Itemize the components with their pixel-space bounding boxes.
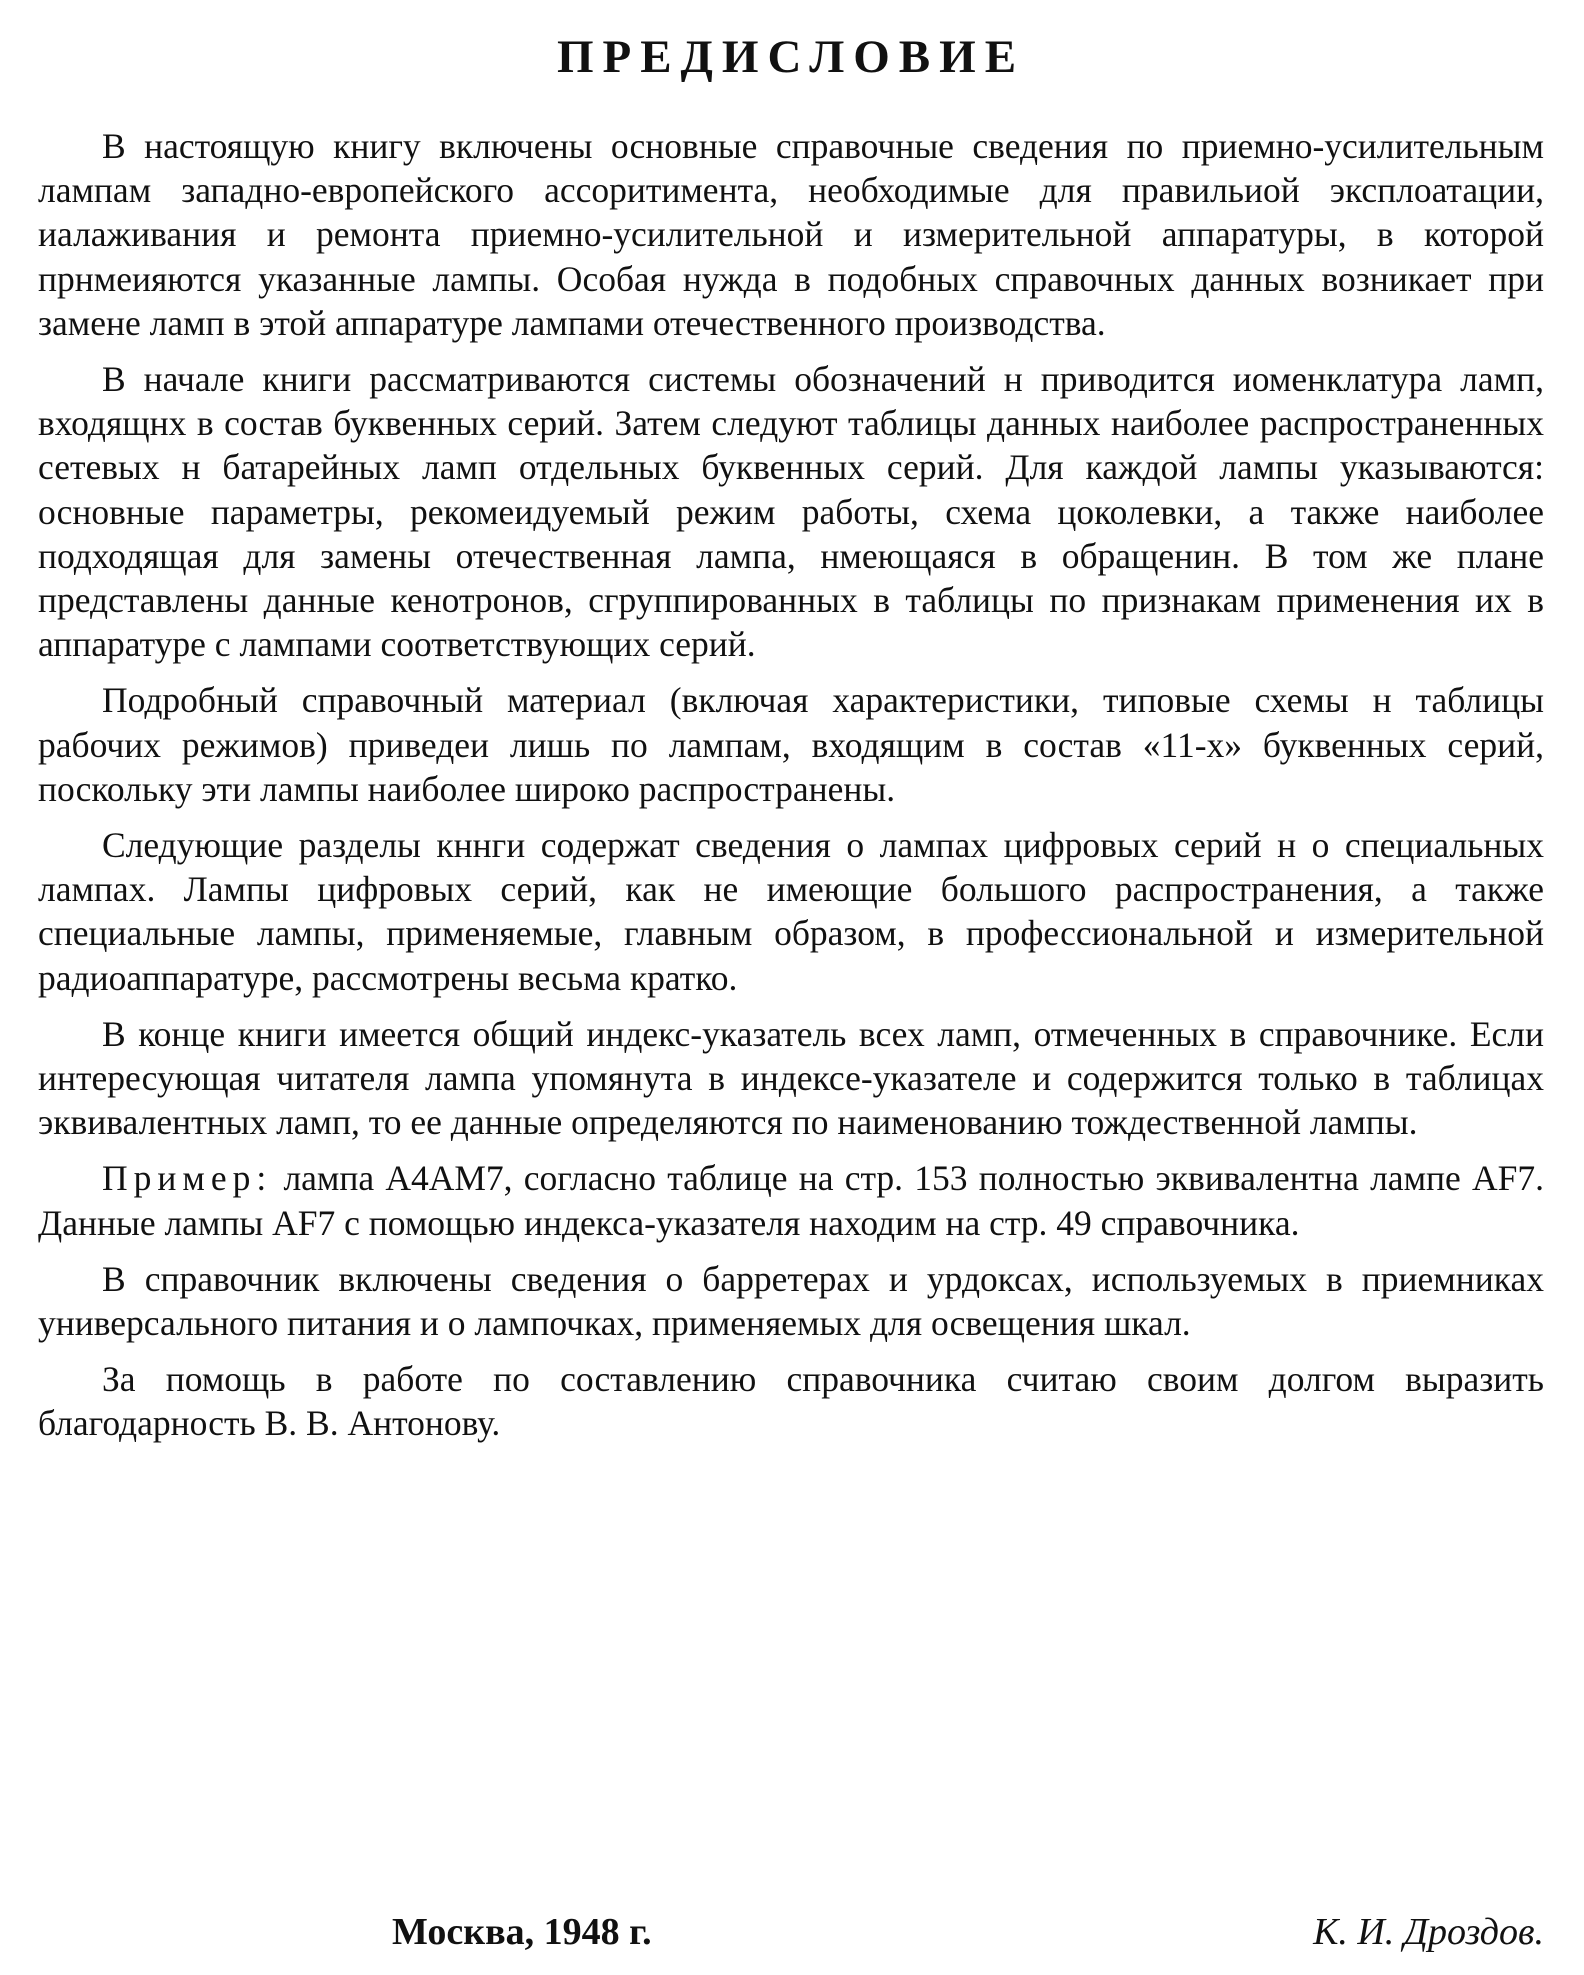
paragraph-6: В справочник включены сведения о барретерах и урдоксах, используемых в приемниках универсального питания и о лампочках, применяемых для освещения шкал. [38,1258,1544,1344]
paragraph-3: Подробный справочный материал (включая характеристики, типовые схемы н таблицы рабочих режимов) приведеи лишь по лампам, входящим в состав «11-х» буквенных серий, поскольку эти лампы наиболее широко распространены. [38,680,1544,809]
paragraph-2: В начале книги рассматриваются системы обозначений н приводится иоменклатура ламп, входящнх в состав буквенных серий. Затем следуют таблицы данных наиболее распространенных сетевых н батарейных ламп отдельных буквенных серий. Для каждой лампы указываются: основные параметры, рекомеидуемый режим работы, схема цоколевки, а также наиболее подходящая для замены отечественная лампа, нмеющаяся в обращенин. В том же плане представлены данные кенотронов, сгруппированных в таблицы по признакам применения их в аппаратуре с лампами соответствующих серий. [38,359,1544,665]
example-paragraph [38,1156,1544,1244]
page-title: ПРЕДИСЛОВИЕ [556,31,1026,83]
place-date: Москва, 1948 г. [392,1911,652,1953]
paragraph-4: Следующие разделы кннги содержат сведения о лампах цифровых серий н о специальных лампах. Лампы цифровых серий, как не имеющие большого распространения, а также специальные лампы, применяемые, главным образом, в профессиональной и измерительной радиоаппаратуре, рассмотрены весьма кратко. [38,825,1544,998]
example-label: Пример: [102,1158,273,1199]
paragraph-7: За помощь в работе по составлению справочника считаю своим долгом выразить благодарность В. В. Антонову. [38,1359,1544,1444]
paragraph-5: В конце книги имеется общий индекс-указатель всех ламп, отмеченных в справочнике. Если интересующая читателя лампа упомянута в индексе-указателе и содержится только в таблицах эквивалентных ламп, то ее данные определяются по наименованию тождественной лампы. [38,1013,1544,1143]
signature-footer [0,1910,1584,1962]
author-name: К. И. Дроздов. [1313,1911,1544,1953]
paragraph-1: В настоящую книгу включены основные справочные сведения по приемно-усилительным лампам западно-европейского ассоритимента, необходимые для правильиой эксплоатации, иалаживания и ремонта приемно-усилительной и измерительной аппаратуры, в которой прнмеияются указанные лампы. Особая нужда в подобных справочных данных возникает при замене ламп в этой аппаратуре лампами отечественного производства. [38,126,1544,343]
example-text: лампа A4AM7, согласно таблице на стр. 153 полностью эквивалентна лампе AF7. Данные лампы AF7 с помощью индекса-указателя находим на стр. 49 справочника. [38,1158,1544,1243]
